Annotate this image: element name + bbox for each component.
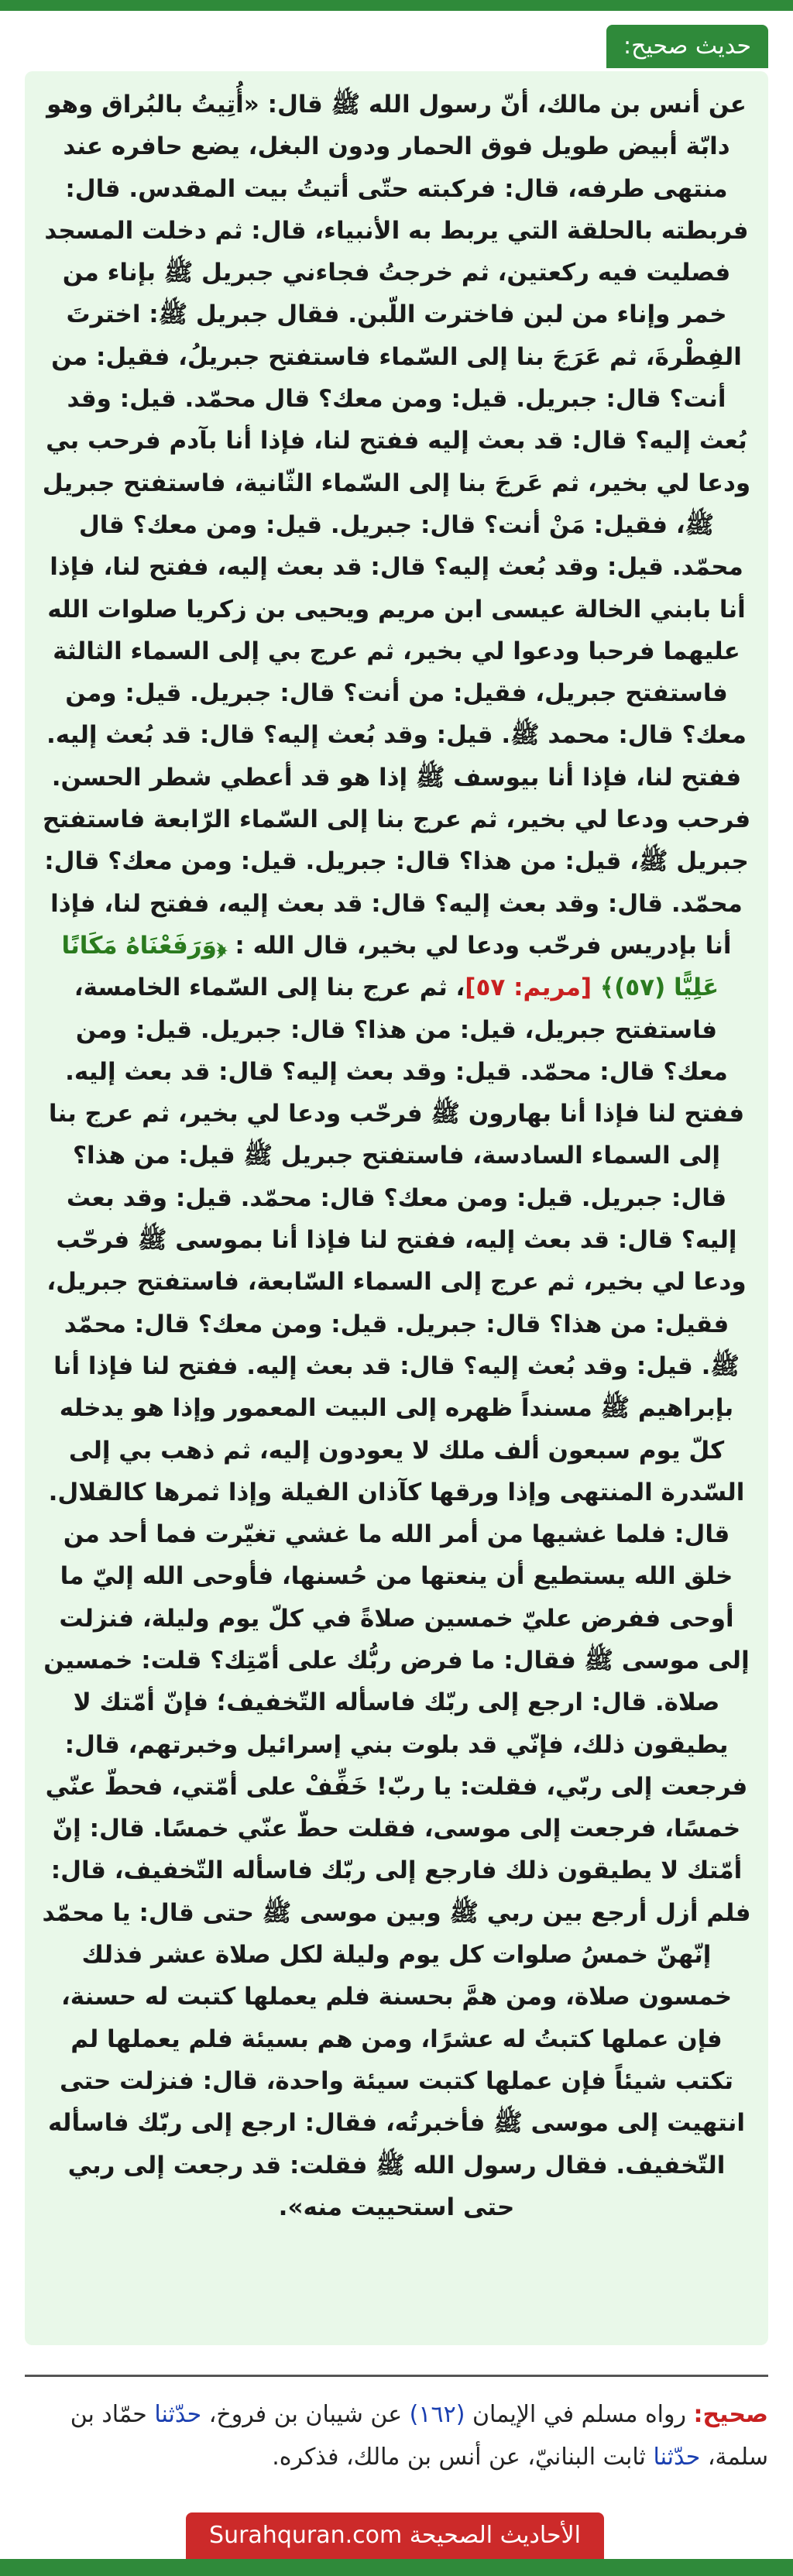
divider bbox=[25, 2375, 768, 2377]
hadith-number: (١٦٢) bbox=[409, 2401, 465, 2428]
quran-verse: ﴿وَرَفَعْنَاهُ مَكَانًا عَلِيًّا (٥٧)﴾ bbox=[61, 931, 719, 1002]
section-title: حديث صحيح: bbox=[606, 25, 768, 68]
top-bar bbox=[0, 0, 793, 11]
hadith-part-2: ، ثم عرج بنا إلى السّماء الخامسة، فاستفتح جبريل، قيل: من هذا؟ قال: جبريل. قيل: ومن معك؟ قال: محمّد. قيل: وقد بعث إليه؟ قال: قد بعث إليه. ففتح لنا فإذا أنا بهارون ﷺ فرحّب ودعا لي بخير، ثم عرج بنا إلى السماء السادسة، فاستفتح جبريل ﷺ قيل: من هذا؟ قال: جبريل. قيل: ومن معك؟ قال: محمّد. قيل: وقد بعث إليه؟ قال: قد بعث إليه، ففتح لنا فإذا أنا بموسى ﷺ فرحّب ودعا لي بخير، ثم عرج إلى السماء السّابعة، فاستفتح جبريل، فقيل: من هذا؟ قال: جبريل. قيل: ومن معك؟ قال: محمّد ﷺ. قيل: وقد بُعث إليه؟ قال: قد بعث إليه. ففتح لنا فإذا أنا بإبراهيم ﷺ مسنداً ظهره إلى البيت المعمور وإذا هو يدخله كلّ يوم سبعون ألف ملك لا يعودون إليه، ثم ذهب بي إلى السّدرة المنتهى وإذا ورقها كآذان الفيلة وإذا ثمرها كالقلال. قال: فلما غشيها من أمر الله ما غشي تغيّرت فما أحد من خلق الله يستطيع أن ينعتها من حُسنها، فأوحى الله إليّ ما أوحى ففرض عليّ خمسين صلاةً في كلّ يوم وليلة، فنزلت إلى موسى ﷺ فقال: ما فرض ربُّك على أمّتِك؟ قلت: خمسين صلاة. قال: ارجع إلى ربّك فاسأله التّخفيف؛ فإنّ أمّتك لا يطيقون ذلك، فإنّي قد بلوت بني إسرائيل وخبرتهم، قال: فرجعت إلى ربّي، فقلت: يا ربّ! خَفِّفْ على أمّتي، فحطّ عنّي خمسًا، فرجعت إلى موسى، فقلت حطّ عنّي خمسًا. قال: إنّ أمّتك لا يطيقون ذلك فارجع إلى ربّك فاسأله التّخفيف، قال: فلم أزل أرجع بين ربي ﷺ وبين موسى ﷺ حتى قال: يا محمّد إنّهنّ خمسُ صلوات كل يوم وليلة لكل صلاة عشر فذلك خمسون صلاة، ومن همَّ بحسنة فلم يعملها كتبت له حسنة، فإن عملها كتبتُ له عشرًا، ومن هم بسيئة فلم يعملها لم تكتب شيئاً فإن عملها كتبت سيئة واحدة، قال: فنزلت حتى انتهيت إلى موسى ﷺ فأخبرتُه، فقال: ارجع إلى ربّك فاسأله التّخفيف. فقال رسول الله ﷺ فقلت: قد رجعت إلى ربي حتى استحييت منه». bbox=[42, 974, 751, 2221]
narration-word-2: حدّثنا bbox=[653, 2444, 701, 2471]
source-text-2: عن شيبان بن فروخ، bbox=[201, 2401, 410, 2428]
hadith-box bbox=[25, 71, 768, 2345]
source-text-3: حمّاد بن سلمة، bbox=[70, 2401, 768, 2471]
source-note bbox=[25, 2393, 768, 2478]
source-text-1: رواه مسلم في الإيمان bbox=[465, 2401, 694, 2428]
hadith-part-1: عن أنس بن مالك، أنّ رسول الله ﷺ قال: «أُتِيتُ بالبُراق وهو دابّة أبيض طويل فوق الحمار ودون البغل، يضع حافره عند منتهى طرفه، قال: فركبته حتّى أتيتُ بيت المقدس. قال: فربطته بالحلقة التي يربط به الأنبياء، قال: ثم دخلت المسجد فصليت فيه ركعتين، ثم خرجتُ فجاءني جبريل ﷺ بإناء من خمر وإناء من لبن فاخترت اللّبن. فقال جبريل ﷺ: اخترتَ الفِطْرةَ، ثم عَرَجَ بنا إلى السّماء فاستفتح جبريلُ، فقيل: من أنت؟ قال: جبريل. قيل: ومن معك؟ قال محمّد. قيل: وقد بُعث إليه؟ قال: قد بعث إليه ففتح لنا، فإذا أنا بآدم فرحب بي ودعا لي بخير، ثم عَرجَ بنا إلى السّماء الثّانية، فاستفتح جبريل ﷺ، فقيل: مَنْ أنت؟ قال: جبريل. قيل: ومن معك؟ قال محمّد. قيل: وقد بُعث إليه؟ قال: قد بعث إليه، ففتح لنا، فإذا أنا بابني الخالة عيسى ابن مريم ويحيى بن زكريا صلوات الله عليهما فرحبا ودعوا لي بخير، ثم عرج بي إلى السماء الثالثة فاستفتح جبريل، فقيل: من أنت؟ قال: جبريل. قيل: ومن معك؟ قال: محمد ﷺ. قيل: وقد بُعث إليه؟ قال: قد بُعث إليه. ففتح لنا، فإذا أنا بيوسف ﷺ إذا هو قد أعطي شطر الحسن. فرحب ودعا لي بخير، ثم عرج بنا إلى السّماء الرّابعة فاستفتح جبريل ﷺ، قيل: من هذا؟ قال: جبريل. قيل: ومن معك؟ قال: محمّد. قال: وقد بعث إليه؟ قال: قد بعث إليه، ففتح لنا، فإذا أنا بإدريس فرحّب ودعا لي بخير، قال الله : bbox=[42, 91, 751, 960]
narration-word-1: حدّثنا bbox=[154, 2401, 202, 2428]
hadith-text bbox=[42, 84, 751, 2228]
source-text-4: ثابت البنانيّ، عن أنس بن مالك، فذكره. bbox=[272, 2444, 654, 2471]
grade-label: صحيح: bbox=[693, 2401, 768, 2428]
verse-reference: [مريم: ٥٧] bbox=[465, 974, 592, 1002]
site-brand-label: الأحاديث الصحيحة Surahquran.com bbox=[186, 2512, 604, 2559]
bottom-bar bbox=[0, 2559, 793, 2576]
